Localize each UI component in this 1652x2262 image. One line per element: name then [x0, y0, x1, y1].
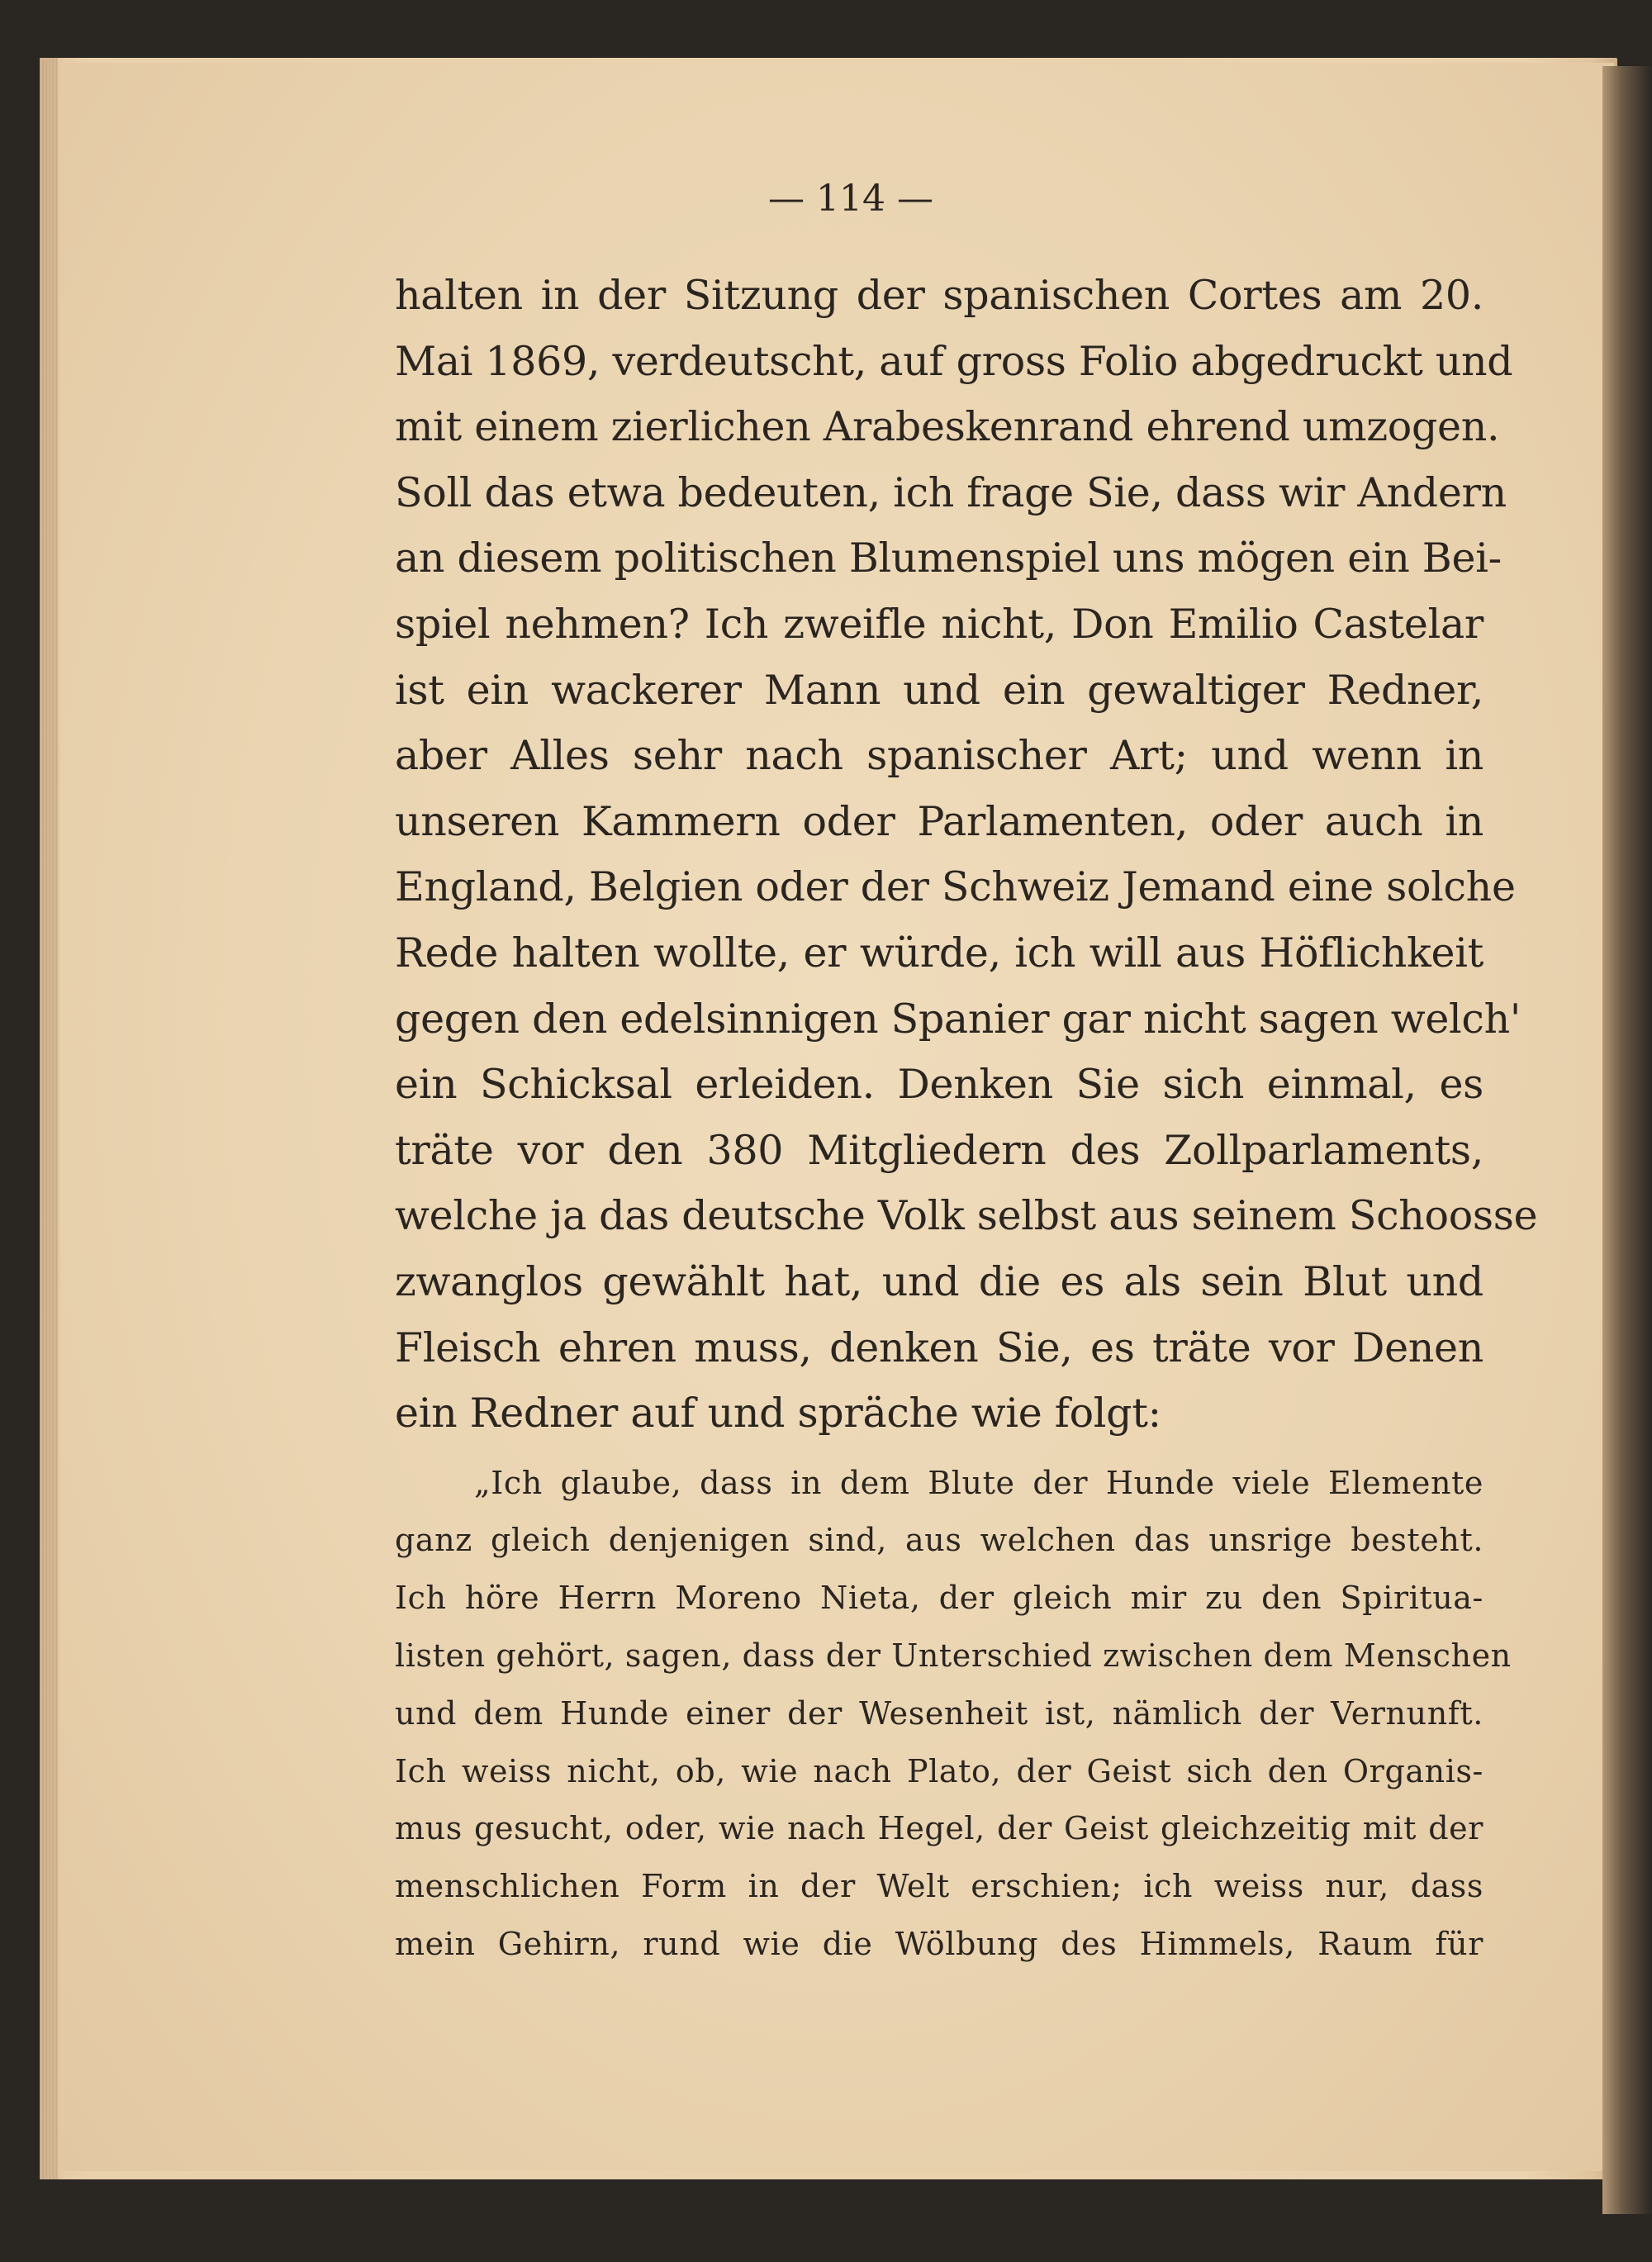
body-line: spiel nehmen? Ich zweifle nicht, Don Emilio Castelar	[395, 600, 1483, 648]
binding-shadow	[1602, 66, 1652, 2214]
quote-line: ganz gleich denjenigen sind, aus welchen das unsrige besteht.	[395, 1522, 1483, 1559]
body-line: ist ein wackerer Mann und ein gewaltiger Redner,	[395, 666, 1483, 714]
body-line: zwanglos gewählt hat, und die es als sein Blut und	[395, 1257, 1483, 1305]
text-block	[395, 263, 1538, 1974]
quote-line: „Ich glaube, dass in dem Blute der Hunde viele Elemente	[474, 1464, 1483, 1501]
quote-line: mein Gehirn, rund wie die Wölbung des Himmels, Raum für	[395, 1926, 1483, 1963]
body-line: träte vor den 380 Mitgliedern des Zollparlaments,	[395, 1126, 1483, 1174]
body-line: mit einem zierlichen Arabeskenrand ehrend umzogen.	[395, 403, 1500, 451]
page-edges	[40, 58, 58, 2179]
quote-line: mus gesucht, oder, wie nach Hegel, der Geist gleichzeitig mit der	[395, 1810, 1483, 1847]
body-line: unseren Kammern oder Parlamenten, oder auch in	[395, 797, 1483, 845]
body-line: halten in der Sitzung der spanischen Cortes am 20.	[395, 272, 1483, 319]
body-line: ein Schicksal erleiden. Denken Sie sich einmal, es	[395, 1061, 1483, 1109]
quote-line: Ich weiss nicht, ob, wie nach Plato, der Geist sich den Organis-	[395, 1752, 1483, 1789]
body-line: welche ja das deutsche Volk selbst aus seinem Schoosse	[395, 1192, 1538, 1240]
body-line: Soll das etwa bedeuten, ich frage Sie, dass wir Andern	[395, 468, 1507, 516]
quote-line: menschlichen Form in der Welt erschien; ich weiss nur, dass	[395, 1868, 1483, 1905]
quote-line: und dem Hunde einer der Wesenheit ist, nämlich der Vernunft.	[395, 1694, 1483, 1732]
quote-line: Ich höre Herrn Moreno Nieta, der gleich mir zu den Spiritua-	[395, 1580, 1483, 1617]
body-line: ein Redner auf und spräche wie folgt:	[395, 1390, 1161, 1438]
body-line: Mai 1869, verdeutscht, auf gross Folio abgedruckt und	[395, 337, 1513, 385]
body-line: Rede halten wollte, er würde, ich will aus Höflichkeit	[395, 929, 1483, 977]
body-paragraph	[395, 263, 1538, 1447]
body-line: England, Belgien oder der Schweiz Jemand eine solche	[395, 863, 1516, 911]
body-line: Fleisch ehren muss, denken Sie, es träte vor Denen	[395, 1323, 1483, 1371]
body-line: an diesem politischen Blumenspiel uns mögen ein Bei-	[395, 535, 1502, 582]
page-number: — 114 —	[768, 178, 933, 220]
body-line: gegen den edelsinnigen Spanier gar nicht sagen welch'	[395, 995, 1521, 1043]
body-line: aber Alles sehr nach spanischer Art; und wenn in	[395, 732, 1483, 780]
quoted-speech	[395, 1455, 1512, 1974]
quote-line: listen gehört, sagen, dass der Unterschied zwischen dem Menschen	[395, 1637, 1512, 1675]
